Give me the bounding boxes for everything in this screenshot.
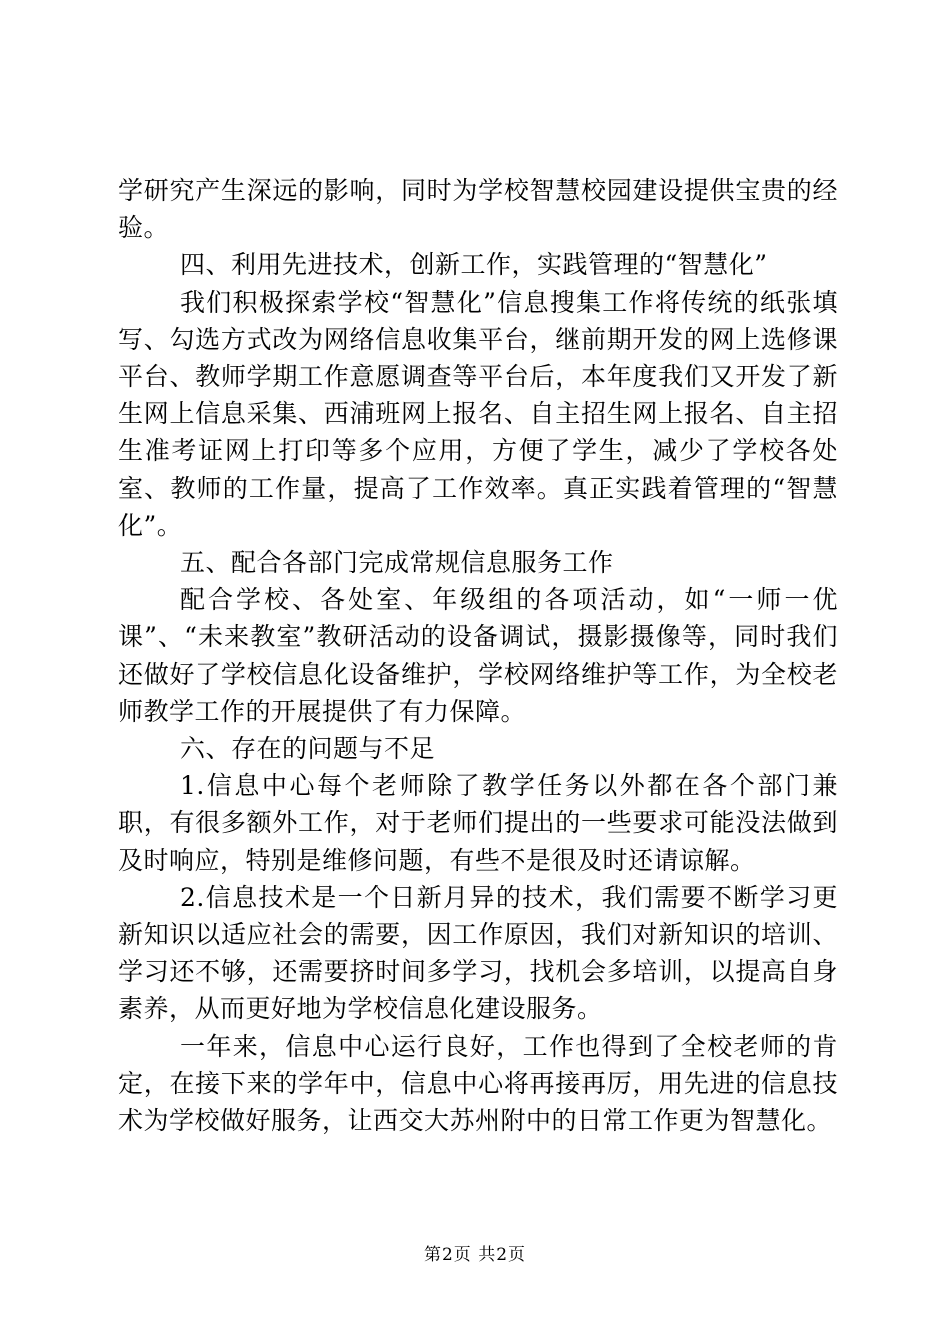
section-heading-four: 四、利用先进技术，创新工作，实践管理的“智慧化” [180, 250, 768, 280]
document-body [118, 172, 838, 1139]
section-heading-six: 六、存在的问题与不足 [180, 734, 436, 764]
page-footer: 第2页 共2页 [423, 1245, 527, 1265]
paragraph-issue-two: 2.信息技术是一个日新月异的技术，我们需要不断学习更新知识以适应社会的需要，因工作原因，我们对新知识的培训、学习还不够，还需要挤时间多学习，找机会多培训，以提高自身素养，从而更好地为学校信息化建设服务。 [118, 882, 838, 1024]
paragraph-smart-management: 我们积极探索学校“智慧化”信息搜集工作将传统的纸张填写、勾选方式改为网络信息收集平台，继前期开发的网上选修课平台、教师学期工作意愿调查等平台后，本年度我们又开发了新生网上信息采集、西浦班网上报名、自主招生网上报名、自主招生准考证网上打印等多个应用，方便了学生，减少了学校各处室、教师的工作量，提高了工作效率。真正实践着管理的“智慧化”。 [118, 287, 838, 540]
paragraph-conclusion: 一年来，信息中心运行良好，工作也得到了全校老师的肯定，在接下来的学年中，信息中心将再接再厉，用先进的信息技术为学校做好服务，让西交大苏州附中的日常工作更为智慧化。 [118, 1031, 838, 1136]
paragraph-routine-service: 配合学校、各处室、年级组的各项活动，如“一师一优课”、“未来教室”教研活动的设备调试，摄影摄像等，同时我们还做好了学校信息化设备维护，学校网络维护等工作，为全校老师教学工作的开展提供了有力保障。 [118, 585, 838, 726]
paragraph-issue-one: 1.信息中心每个老师除了教学任务以外都在各个部门兼职，有很多额外工作，对于老师们提出的一些要求可能没法做到及时响应，特别是维修问题，有些不是很及时还请谅解。 [118, 771, 838, 875]
paragraph-continuation: 学研究产生深远的影响，同时为学校智慧校园建设提供宝贵的经验。 [118, 176, 838, 243]
section-heading-five: 五、配合各部门完成常规信息服务工作 [180, 548, 614, 578]
